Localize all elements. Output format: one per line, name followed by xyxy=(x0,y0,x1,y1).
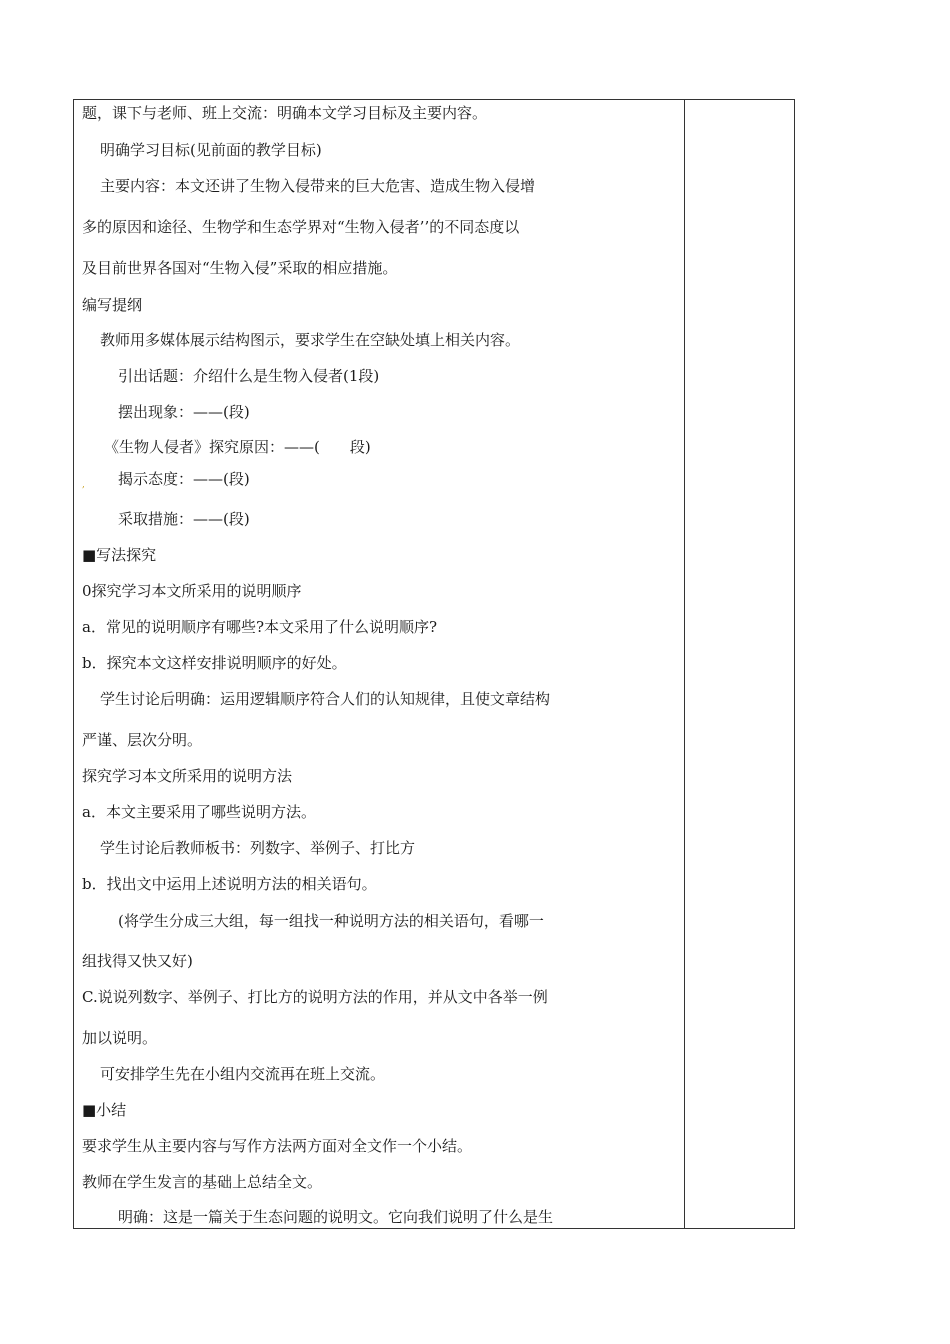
text-line-6: 编写提纲 xyxy=(82,296,143,314)
text-line-3: 主要内容：本文还讲了生物入侵带来的巨大危害、造成生物入侵增 xyxy=(100,177,536,195)
text-line-4: 多的原因和途径、生物学和生态学界对“生物入侵者’’的不同态度以 xyxy=(82,218,520,236)
text-line-22: b．找出文中运用上述说明方法的相关语句。 xyxy=(82,875,377,893)
text-line-15: a．常见的说明顺序有哪些?本文采用了什么说明顺序? xyxy=(82,618,438,636)
column-divider xyxy=(684,100,685,1228)
text-line-28: ■小结 xyxy=(82,1101,127,1119)
text-line-31: 明确：这是一篇关于生态问题的说明文。它向我们说明了什么是生 xyxy=(118,1208,554,1226)
text-line-19: 探究学习本文所采用的说明方法 xyxy=(82,767,293,785)
text-line-13: ■写法探究 xyxy=(82,546,157,564)
text-line-21: 学生讨论后教师板书：列数字、举例子、打比方 xyxy=(100,839,416,857)
text-line-24: 组找得又快又好) xyxy=(82,952,193,970)
text-line-25: C.说说列数字、举例子、打比方的说明方法的作用，并从文中各举一例 xyxy=(82,988,548,1006)
text-line-27: 可安排学生先在小组内交流再在班上交流。 xyxy=(100,1065,386,1083)
text-line-2: 明确学习目标(见前面的教学目标) xyxy=(100,141,322,159)
text-line-17: 学生讨论后明确：运用逻辑顺序符合人们的认知规律，且使文章结构 xyxy=(100,690,551,708)
text-line-12: 采取措施：——(段) xyxy=(118,510,250,528)
text-line-9: 摆出现象：——(段) xyxy=(118,403,250,421)
text-line-1: 题，课下与老师、班上交流：明确本文学习目标及主要内容。 xyxy=(82,104,488,122)
text-line-23: (将学生分成三大组，每一组找一种说明方法的相关语句，看哪一 xyxy=(118,912,544,930)
text-line-7: 教师用多媒体展示结构图示，要求学生在空缺处填上相关内容。 xyxy=(100,331,521,349)
text-line-20: a．本文主要采用了哪些说明方法。 xyxy=(82,803,316,821)
text-line-10: 《生物人侵者》探究原因：——( 段) xyxy=(104,438,371,456)
text-line-18: 严谨、层次分明。 xyxy=(82,731,203,749)
text-line-5: 及目前世界各国对“生物入侵”采取的相应措施。 xyxy=(82,259,398,277)
text-line-26: 加以说明。 xyxy=(82,1029,158,1047)
text-line-30: 教师在学生发言的基础上总结全文。 xyxy=(82,1173,323,1191)
text-line-8: 引出话题：介绍什么是生物入侵者(1段) xyxy=(118,367,380,385)
text-line-16: b．探究本文这样安排说明顺序的好处。 xyxy=(82,654,347,672)
stray-mark: , xyxy=(82,480,85,490)
text-line-29: 要求学生从主要内容与写作方法两方面对全文作一个小结。 xyxy=(82,1137,473,1155)
text-line-14: 0探究学习本文所采用的说明顺序 xyxy=(82,582,302,600)
text-line-11: 揭示态度：——(段) xyxy=(118,470,250,488)
